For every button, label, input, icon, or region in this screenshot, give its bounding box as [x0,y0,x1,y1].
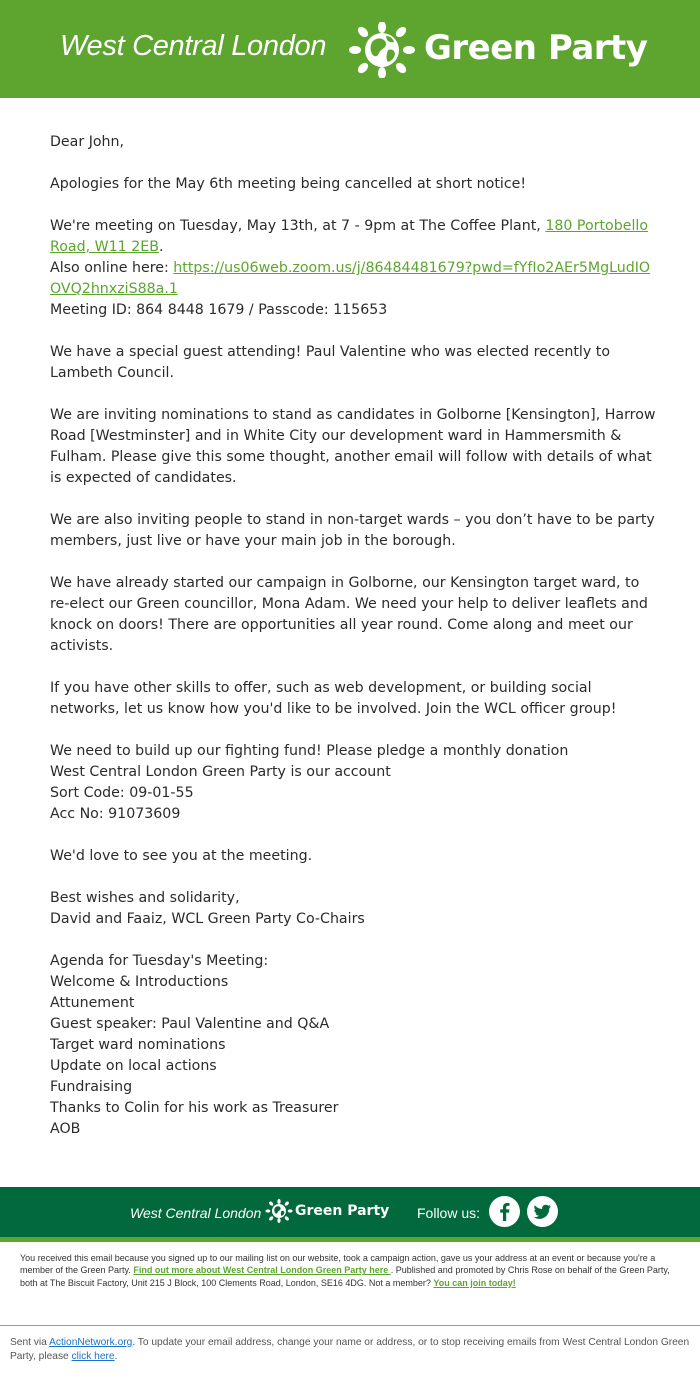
apology-paragraph: Apologies for the May 6th meeting being cancelled at short notice! [50,176,527,192]
header-party-name: Green Party [424,28,648,68]
fund-line: Acc No: 91073609 [50,806,181,822]
agenda-item: Target ward nominations [50,1037,226,1053]
meeting-text-end: . [158,239,164,255]
earth-sunflower-logo-icon [265,1199,293,1223]
guest-paragraph: We have a special guest attending! Paul Valentine who was elected recently to Lambeth Council. [50,344,611,381]
sent-suffix: . [114,1351,118,1362]
sent-prefix: Sent via [10,1337,50,1348]
greeting: Dear John, [50,134,125,150]
see-you-paragraph: We'd love to see you at the meeting. [50,848,313,864]
agenda-item: Guest speaker: Paul Valentine and Q&A [50,1016,330,1032]
follow-us-label: Follow us: [417,1205,481,1221]
online-prefix: Also online here: [50,260,174,276]
agenda-paragraph [50,951,660,1140]
twitter-icon[interactable] [527,1196,558,1227]
email-body [50,132,660,1161]
fund-line: West Central London Green Party is our account [50,764,391,780]
footer-org-name: West Central London [130,1205,262,1221]
signoff-line: Best wishes and solidarity, [50,890,240,906]
click-here-link[interactable]: click here [71,1351,115,1362]
agenda-item: Fundraising [50,1079,133,1095]
sent-middle: . To update your email address, change your name or address, or to stop receiving emails from West Central London Green Party, please [10,1337,690,1362]
join-link[interactable]: You can join today! [433,1277,516,1288]
agenda-item: Thanks to Colin for his work as Treasurer [50,1100,339,1116]
footer-band [0,1187,700,1237]
facebook-icon[interactable] [489,1196,520,1227]
action-network-link[interactable]: ActionNetwork.org [49,1337,133,1348]
zoom-link[interactable]: https://us06web.zoom.us/j/86484481679?pwd=fYfIo2AEr5MgLudIOOVQ2hnxziS88a.1 [50,260,651,297]
agenda-item: Attunement [50,995,135,1011]
find-out-more-link[interactable]: Find out more about West Central London Green Party here [133,1265,391,1276]
email-header [0,0,700,98]
address-link[interactable]: 180 Portobello Road, W11 2EB [50,218,649,255]
earth-sunflower-logo-icon [348,22,416,78]
legal-notice [20,1252,680,1289]
meeting-text: We're meeting on Tuesday, May 13th, at 7 - 9pm at The Coffee Plant, [50,218,546,234]
sent-via-notice [10,1336,690,1364]
signoff-line: David and Faaiz, WCL Green Party Co-Chairs [50,911,365,927]
header-org-name: West Central London [60,30,327,62]
fund-line: We need to build up our fighting fund! Please pledge a monthly donation [50,743,569,759]
legal-text-2: . Published and promoted by Chris Rose on behalf of the Green Party, both at The Biscuit Factory, Unit 215 J Block, 100 Clements Road, London, SE16 4DG. Not a member? [20,1265,670,1288]
fund-line: Sort Code: 09-01-55 [50,785,194,801]
fund-paragraph [50,741,660,825]
meeting-id: Meeting ID: 864 8448 1679 / Passcode: 115653 [50,302,388,318]
nominations-paragraph: We are inviting nominations to stand as candidates in Golborne [Kensington], Harrow Road [Westminster] and in White City our development ward in Hammersmith & Fulham. Please give this some thought, another email will follow with details of what is expected of candidates. [50,407,656,486]
non-target-paragraph: We are also inviting people to stand in non-target wards – you don’t have to be party members, just live or have your main job in the borough. [50,512,655,549]
agenda-item: AOB [50,1121,81,1137]
footer-stripe [0,1237,700,1242]
signoff-paragraph [50,888,660,930]
agenda-heading: Agenda for Tuesday's Meeting: [50,953,269,969]
legal-text: You received this email because you signed up to our mailing list on our website, took a campaign action, gave us your address at an event or because you're a member of the Green Party. [20,1253,656,1276]
footer-party-name: Green Party [295,1203,390,1219]
meeting-paragraph [50,216,660,321]
campaign-paragraph: We have already started our campaign in Golborne, our Kensington target ward, to re-elect our Green councillor, Mona Adam. We need your help to deliver leaflets and knock on doors! There are opportunities all year round. Come along and meet our activists. [50,575,648,654]
agenda-item: Update on local actions [50,1058,217,1074]
divider [0,1325,700,1326]
skills-paragraph: If you have other skills to offer, such as web development, or building social networks, let us know how you'd like to be involved. Join the WCL officer group! [50,680,617,717]
agenda-item: Welcome & Introductions [50,974,229,990]
